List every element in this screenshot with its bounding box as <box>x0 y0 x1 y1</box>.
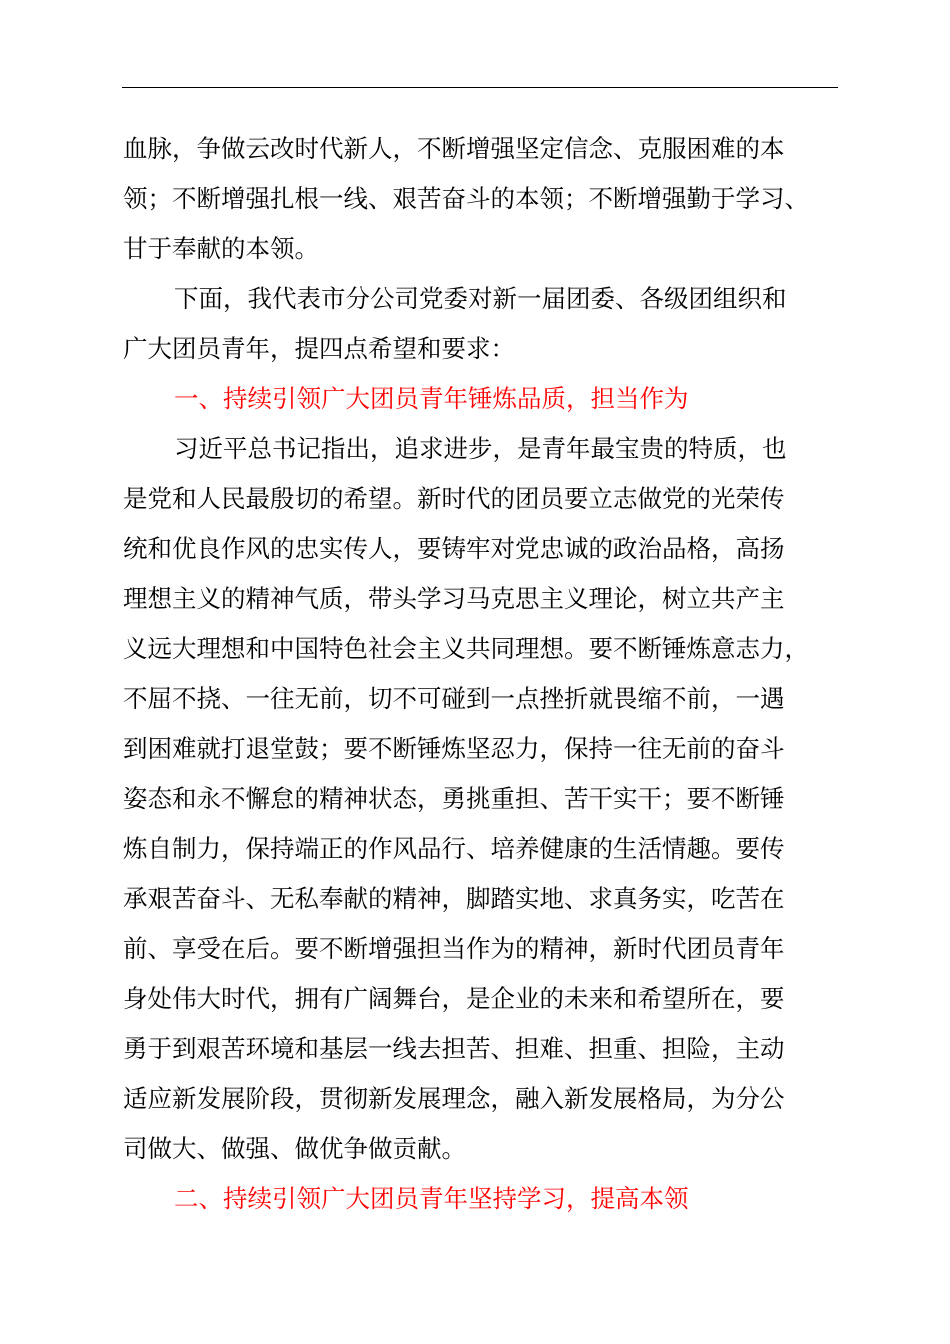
body-line: 到困难就打退堂鼓；要不断锤炼坚忍力，保持一往无前的奋斗 <box>123 734 785 763</box>
header-rule <box>122 87 838 88</box>
body-line: 承艰苦奋斗、无私奉献的精神，脚踏实地、求真务实，吃苦在 <box>123 884 785 913</box>
body-line: 统和优良作风的忠实传人，要铸牢对党忠诚的政治品格，高扬 <box>123 534 785 563</box>
body-line: 身处伟大时代，拥有广阔舞台，是企业的未来和希望所在，要 <box>123 984 785 1013</box>
body-line: 适应新发展阶段，贯彻新发展理念，融入新发展格局，为分公 <box>123 1084 785 1113</box>
body-line: 姿态和永不懈怠的精神状态，勇挑重担、苦干实干；要不断锤 <box>123 784 785 813</box>
body-line: 理想主义的精神气质，带头学习马克思主义理论，树立共产主 <box>123 584 785 613</box>
body-line: 炼自制力，保持端正的作风品行、培养健康的生活情趣。要传 <box>123 834 785 863</box>
section-heading-2: 二、持续引领广大团员青年坚持学习，提高本领 <box>174 1184 689 1213</box>
body-line: 义远大理想和中国特色社会主义共同理想。要不断锤炼意志力， <box>123 634 809 663</box>
body-line: 不屈不挠、一往无前，切不可碰到一点挫折就畏缩不前，一遇 <box>123 684 785 713</box>
paragraph-start-line: 下面，我代表市分公司党委对新一届团委、各级团组织和 <box>174 284 787 313</box>
body-line: 前、享受在后。要不断增强担当作为的精神，新时代团员青年 <box>123 934 785 963</box>
paragraph-start-line: 习近平总书记指出，追求进步，是青年最宝贵的特质，也 <box>174 434 787 463</box>
body-line: 是党和人民最殷切的希望。新时代的团员要立志做党的光荣传 <box>123 484 785 513</box>
body-line: 甘于奉献的本领。 <box>123 234 319 263</box>
body-line: 勇于到艰苦环境和基层一线去担苦、担难、担重、担险，主动 <box>123 1034 785 1063</box>
body-line: 广大团员青年，提四点希望和要求： <box>123 334 515 363</box>
body-line: 血脉，争做云改时代新人，不断增强坚定信念、克服困难的本 <box>123 134 785 163</box>
body-line: 领；不断增强扎根一线、艰苦奋斗的本领；不断增强勤于学习、 <box>123 184 809 213</box>
page-body <box>123 124 863 1224</box>
section-heading-1: 一、持续引领广大团员青年锤炼品质，担当作为 <box>174 384 689 413</box>
body-line: 司做大、做强、做优争做贡献。 <box>123 1134 466 1163</box>
